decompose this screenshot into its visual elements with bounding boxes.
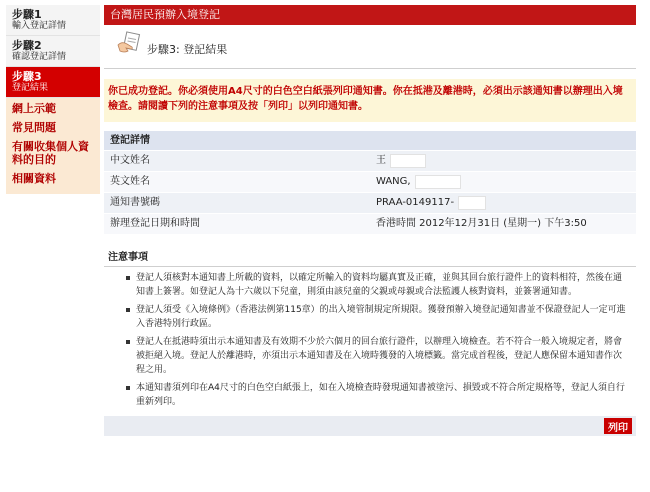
sidebar-step-1 [6, 5, 100, 36]
link-online-demo[interactable]: 網上示範 [12, 102, 56, 115]
link-faq[interactable]: 常見問題 [12, 121, 56, 134]
sidebar-step-2 [6, 36, 100, 67]
chinese-name-value: 王 [376, 155, 386, 166]
field-label: 辦理登記日期和時間 [104, 214, 370, 234]
redacted-mask [390, 154, 426, 168]
divider [104, 266, 636, 267]
list-item: 登記人在抵港時須出示本通知書及有效期不少於六個月的回台旅行證件，以辦理入境檢查。若不符合一般入境規定者，將會被拒絕入境。登記人於離港時，亦須出示本通知書及在入境時獲發的入境標籤。當完成首程後，登記人應保留本通知書作次程之用。 [126, 335, 630, 381]
field-label: 英文姓名 [104, 172, 370, 192]
table-row [104, 213, 636, 234]
hand-document-icon [116, 31, 142, 58]
field-label: 通知書號碼 [104, 193, 370, 213]
list-item: 登記人須核對本通知書上所載的資料，以確定所輸入的資料均屬真實及正確，並與其回台旅行證件上的資料相符，然後在通知書上簽署。如登記人為十六歲以下兒童，則須由該兒童的父親或母親或合法監護人核對資料，並簽署通知書。 [126, 271, 630, 303]
link-related-info[interactable]: 相關資料 [12, 172, 56, 185]
details-heading: 登記詳情 [104, 131, 636, 150]
field-value [370, 172, 636, 192]
step-description: 確認登記詳情 [12, 52, 67, 62]
notes-title: 注意事項 [108, 252, 148, 263]
action-bar [104, 416, 636, 436]
page-title: 台灣居民預辦入境登記 [104, 5, 636, 25]
step-number: 步驟1 [12, 8, 42, 21]
list-item: 本通知書須列印在A4尺寸的白色空白紙張上，如在入境檢查時發現通知書被塗污、損毀或不符合所定規格等，登記人須自行重新列印。 [126, 381, 630, 413]
link-personal-data-purpose[interactable]: 有關收集個人資料的目的 [12, 140, 89, 166]
field-value [370, 214, 636, 234]
step-description: 輸入登記詳情 [12, 21, 67, 31]
english-name-value: WANG, [376, 176, 411, 187]
list-item: 登記人須受《入境條例》（香港法例第115章）的出入境管制規定所規限。獲發預辦入境登記通知書並不保證登記人一定可進入香港特別行政區。 [126, 303, 630, 335]
print-button[interactable]: 列印 [604, 418, 632, 434]
notes-list [104, 271, 636, 413]
field-value [370, 151, 636, 171]
main-content [104, 5, 636, 436]
sidebar-step-3-active [6, 67, 100, 98]
field-label: 中文姓名 [104, 151, 370, 171]
success-notice: 你已成功登記。你必須使用A4尺寸的白色空白紙張列印通知書。你在抵港及離港時，必須出示該通知書以辦理出入境檢查。請閱讀下列的注意事項及按「列印」以列印通知書。 [104, 79, 636, 122]
table-row [104, 171, 636, 192]
step-description: 登記結果 [12, 83, 49, 93]
step-number: 步驟3 [12, 70, 42, 83]
field-value [370, 193, 636, 213]
table-row [104, 192, 636, 213]
redacted-mask [458, 196, 486, 210]
table-row [104, 150, 636, 171]
step-number: 步驟2 [12, 39, 42, 52]
registration-datetime-value: 香港時間 2012年12月31日 (星期一) 下午3:50 [376, 218, 587, 229]
redacted-mask [415, 175, 461, 189]
registration-details-table [104, 131, 636, 234]
step-header [104, 25, 636, 65]
divider [104, 68, 636, 69]
sidebar-links [6, 98, 100, 194]
notice-number-value: PRAA-0149117- [376, 197, 455, 208]
sidebar [6, 5, 100, 194]
step-label: 步驟3: 登記結果 [147, 43, 228, 56]
